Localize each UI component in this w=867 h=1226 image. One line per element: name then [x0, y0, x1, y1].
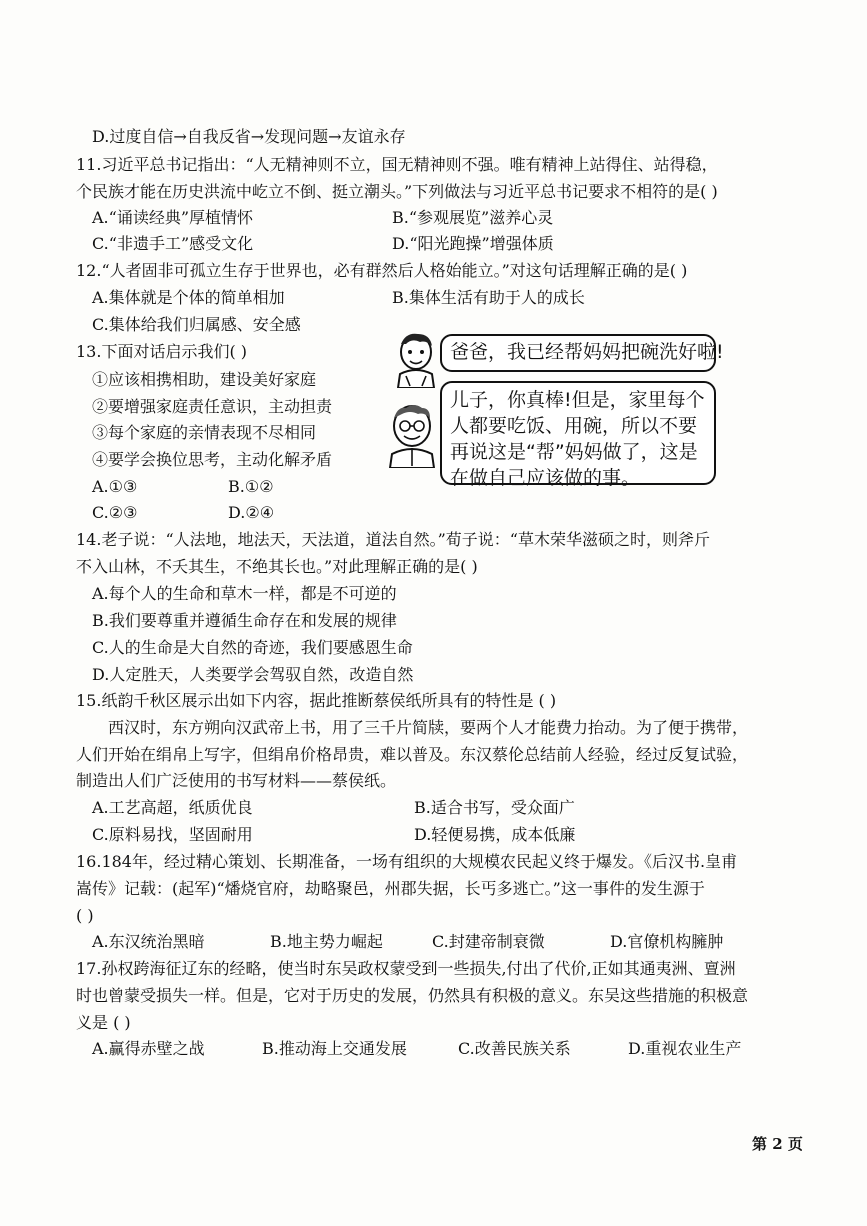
- question-14-option-a: A.每个人的生命和草木一样，都是不可逆的: [92, 584, 397, 603]
- option-d: D.②④: [228, 503, 275, 522]
- option-d: D.“阳光跑操”增强体质: [392, 234, 554, 253]
- father-speech-text: 儿子，你真棒!但是，家里每个人都要吃饭、用碗，所以不要再说这是“帮”妈妈做了，这是在做自己应该做的事。: [450, 389, 705, 489]
- question-17-stem-cont: 时也曾蒙受损失一样。但是，它对于历史的发展，仍然具有积极的意义。东吴这些措施的积极意: [76, 986, 749, 1005]
- line-d-option: D.过度自信→自我反省→发现问题→友谊永存: [92, 127, 406, 146]
- page-number: 第 2 页: [752, 1135, 803, 1153]
- option-a: A.东汉统治黑暗: [92, 932, 205, 951]
- option-b: B.地主势力崛起: [270, 932, 383, 951]
- question-12-option-c: C.集体给我们归属感、安全感: [92, 315, 301, 334]
- option-a: A.集体就是个体的简单相加: [92, 288, 285, 307]
- son-speech-bubble: [440, 334, 724, 372]
- question-12-stem: 12.“人者固非可孤立生存于世界也，必有群然后人格始能立。”对这句话理解正确的是( ): [76, 261, 688, 280]
- question-15-options-row1: [92, 797, 575, 819]
- father-cartoon-icon: [384, 400, 442, 468]
- option-d: D.轻便易携，成本低廉: [414, 825, 576, 844]
- question-13-item-1: ①应该相携相助，建设美好家庭: [92, 370, 317, 389]
- question-14-stem-cont: 不入山林，不夭其生，不绝其长也。”对此理解正确的是( ): [76, 557, 478, 576]
- option-b: B.“参观展览”滋养心灵: [392, 208, 554, 227]
- option-b: B.推动海上交通发展: [262, 1039, 407, 1058]
- option-a: A.“诵读经典”厚植情怀: [92, 208, 254, 227]
- option-a: A.赢得赤壁之战: [92, 1039, 205, 1058]
- question-17-stem: 17.孙权跨海征辽东的经略，使当时东吴政权蒙受到一些损失,付出了代价,正如其通夷洲、亶洲: [76, 959, 736, 978]
- question-11-options-row2: [92, 233, 554, 255]
- option-c: C.原料易找，坚固耐用: [92, 825, 253, 844]
- question-17-stem-end: 义是 ( ): [76, 1013, 131, 1032]
- question-13-options-row1: [92, 476, 274, 498]
- option-b: B.①②: [228, 477, 274, 496]
- option-b: B.适合书写，受众面广: [414, 798, 575, 817]
- question-12-options-row1: [92, 287, 585, 309]
- question-15-passage-2: 人们开始在绢帛上写字，但绢帛价格昂贵，难以普及。东汉蔡伦总结前人经验，经过反复试验，: [76, 745, 749, 764]
- option-a: A.工艺高超，纸质优良: [92, 798, 253, 817]
- question-17-options-row: [92, 1038, 741, 1060]
- question-11-stem-cont: 个民族才能在历史洪流中屹立不倒、挺立潮头。”下列做法与习近平总书记要求不相符的是( ): [76, 182, 718, 201]
- option-b: B.集体生活有助于人的成长: [392, 288, 585, 307]
- question-13-item-3: ③每个家庭的亲情表现不尽相同: [92, 423, 317, 442]
- question-14-option-b: B.我们要尊重并遵循生命存在和发展的规律: [92, 611, 397, 630]
- question-13-options-row2: [92, 502, 274, 524]
- option-c: C.“非遗手工”感受文化: [92, 234, 254, 253]
- question-16-stem-blank: ( ): [76, 906, 94, 925]
- question-15-options-row2: [92, 824, 575, 846]
- question-13-item-4: ④要学会换位思考，主动化解矛盾: [92, 450, 333, 469]
- option-c: C.②③: [92, 503, 138, 522]
- question-14-option-d: D.人定胜天，人类要学会驾驭自然，改造自然: [92, 665, 414, 684]
- question-16-stem-cont: 嵩传》记载：(起军)“燔烧官府，劫略聚邑，州郡失据，长丐多逃亡。”这一事件的发生源于: [76, 879, 705, 898]
- son-cartoon-icon: [392, 330, 442, 388]
- option-c: C.封建帝制衰微: [432, 932, 545, 951]
- question-14-option-c: C.人的生命是大自然的奇迹，我们要感恩生命: [92, 638, 413, 657]
- father-speech-bubble: [440, 381, 716, 489]
- question-11-stem: 11.习近平总书记指出：“人无精神则不立，国无精神则不强。唯有精神上站得住、站得稳，: [76, 155, 718, 174]
- question-13-item-2: ②要增强家庭责任意识，主动担责: [92, 397, 333, 416]
- option-d: D.官僚机构臃肿: [610, 932, 724, 951]
- question-16-stem: 16.184年，经过精心策划、长期准备，一场有组织的大规模农民起义终于爆发。《后汉书.皇甫: [76, 852, 738, 871]
- option-a: A.①③: [92, 477, 138, 496]
- question-14-stem: 14.老子说：“人法地，地法天，天法道，道法自然。”荀子说：“草木荣华滋硕之时，则斧斤: [76, 530, 710, 549]
- option-c: C.改善民族关系: [458, 1039, 571, 1058]
- option-d: D.重视农业生产: [628, 1039, 742, 1058]
- son-speech-text: 爸爸，我已经帮妈妈把碗洗好啦!: [450, 341, 724, 363]
- question-11-options-row1: [92, 207, 553, 229]
- question-13-stem: 13.下面对话启示我们( ): [76, 342, 248, 361]
- question-15-passage-1: 西汉时，东方朔向汉武帝上书，用了三千片简牍，要两个人才能费力抬动。为了便于携带，: [108, 718, 749, 737]
- question-16-options-row: [92, 931, 723, 953]
- question-15-passage-3: 制造出人们广泛使用的书写材料——蔡侯纸。: [76, 771, 397, 790]
- question-15-stem: 15.纸韵千秋区展示出如下内容，据此推断蔡侯纸所具有的特性是 ( ): [76, 691, 557, 710]
